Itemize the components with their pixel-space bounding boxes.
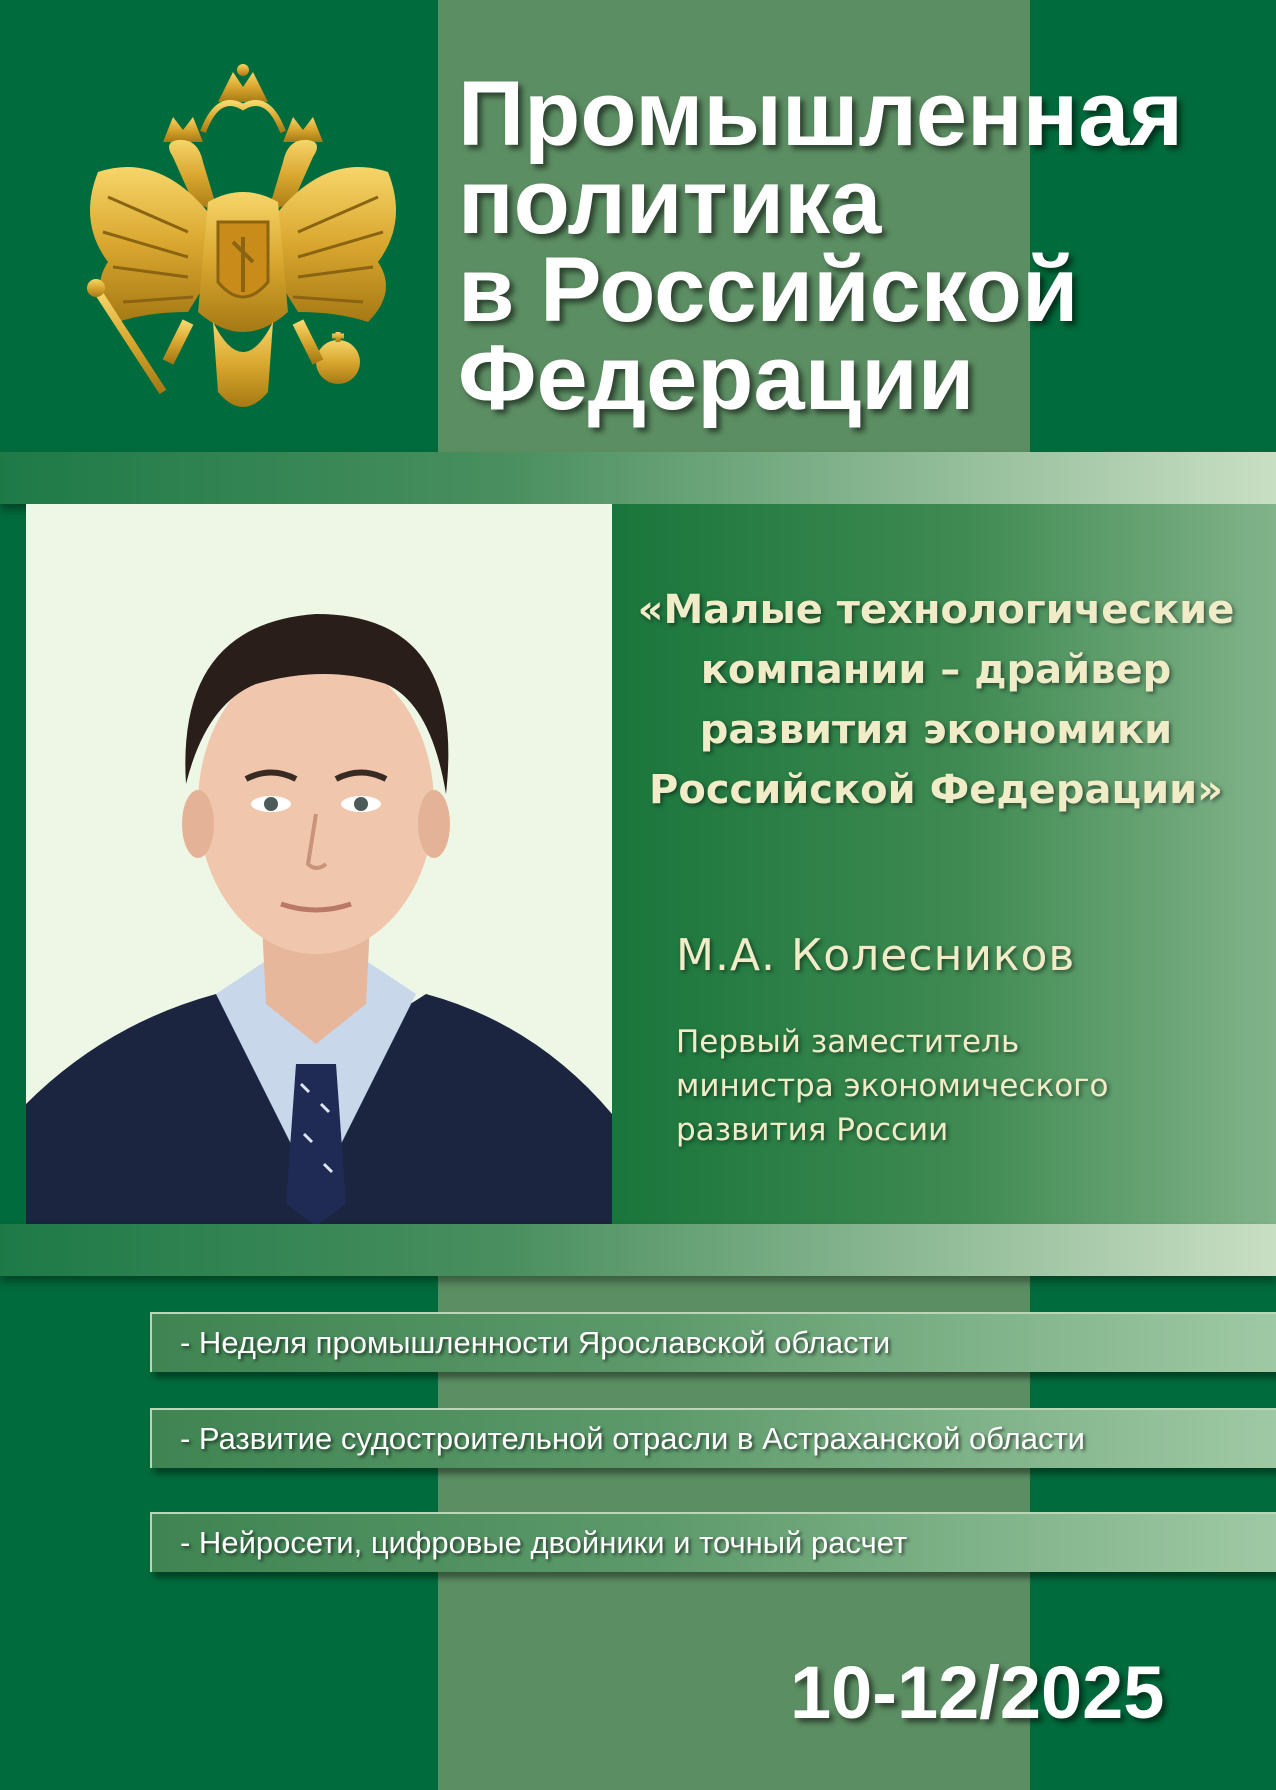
feature-quote: «Малые технологические компании – драйвер развития экономики Российской Федерации» — [637, 587, 1235, 813]
author-portrait — [26, 504, 612, 1226]
russian-coat-of-arms-icon — [68, 62, 418, 442]
author-role: Первый заместитель министра экономического развития России — [676, 1024, 1109, 1148]
bottom-band — [0, 1224, 1276, 1276]
topic-item — [150, 1408, 1276, 1468]
topic-item — [150, 1312, 1276, 1372]
topic-label: - Неделя промышленности Ярославской области — [180, 1325, 891, 1360]
issue-number: 10-12/2025 — [790, 1651, 1165, 1734]
author-name: М.А. Колесников — [676, 930, 1076, 981]
topic-label: - Нейросети, цифровые двойники и точный расчет — [180, 1525, 908, 1560]
topic-label: - Развитие судостроительной отрасли в Астраханской области — [180, 1421, 1085, 1456]
top-band — [0, 452, 1276, 504]
magazine-title: Промышленная политика в Российской Федерации — [458, 63, 1183, 429]
topic-item — [150, 1512, 1276, 1572]
